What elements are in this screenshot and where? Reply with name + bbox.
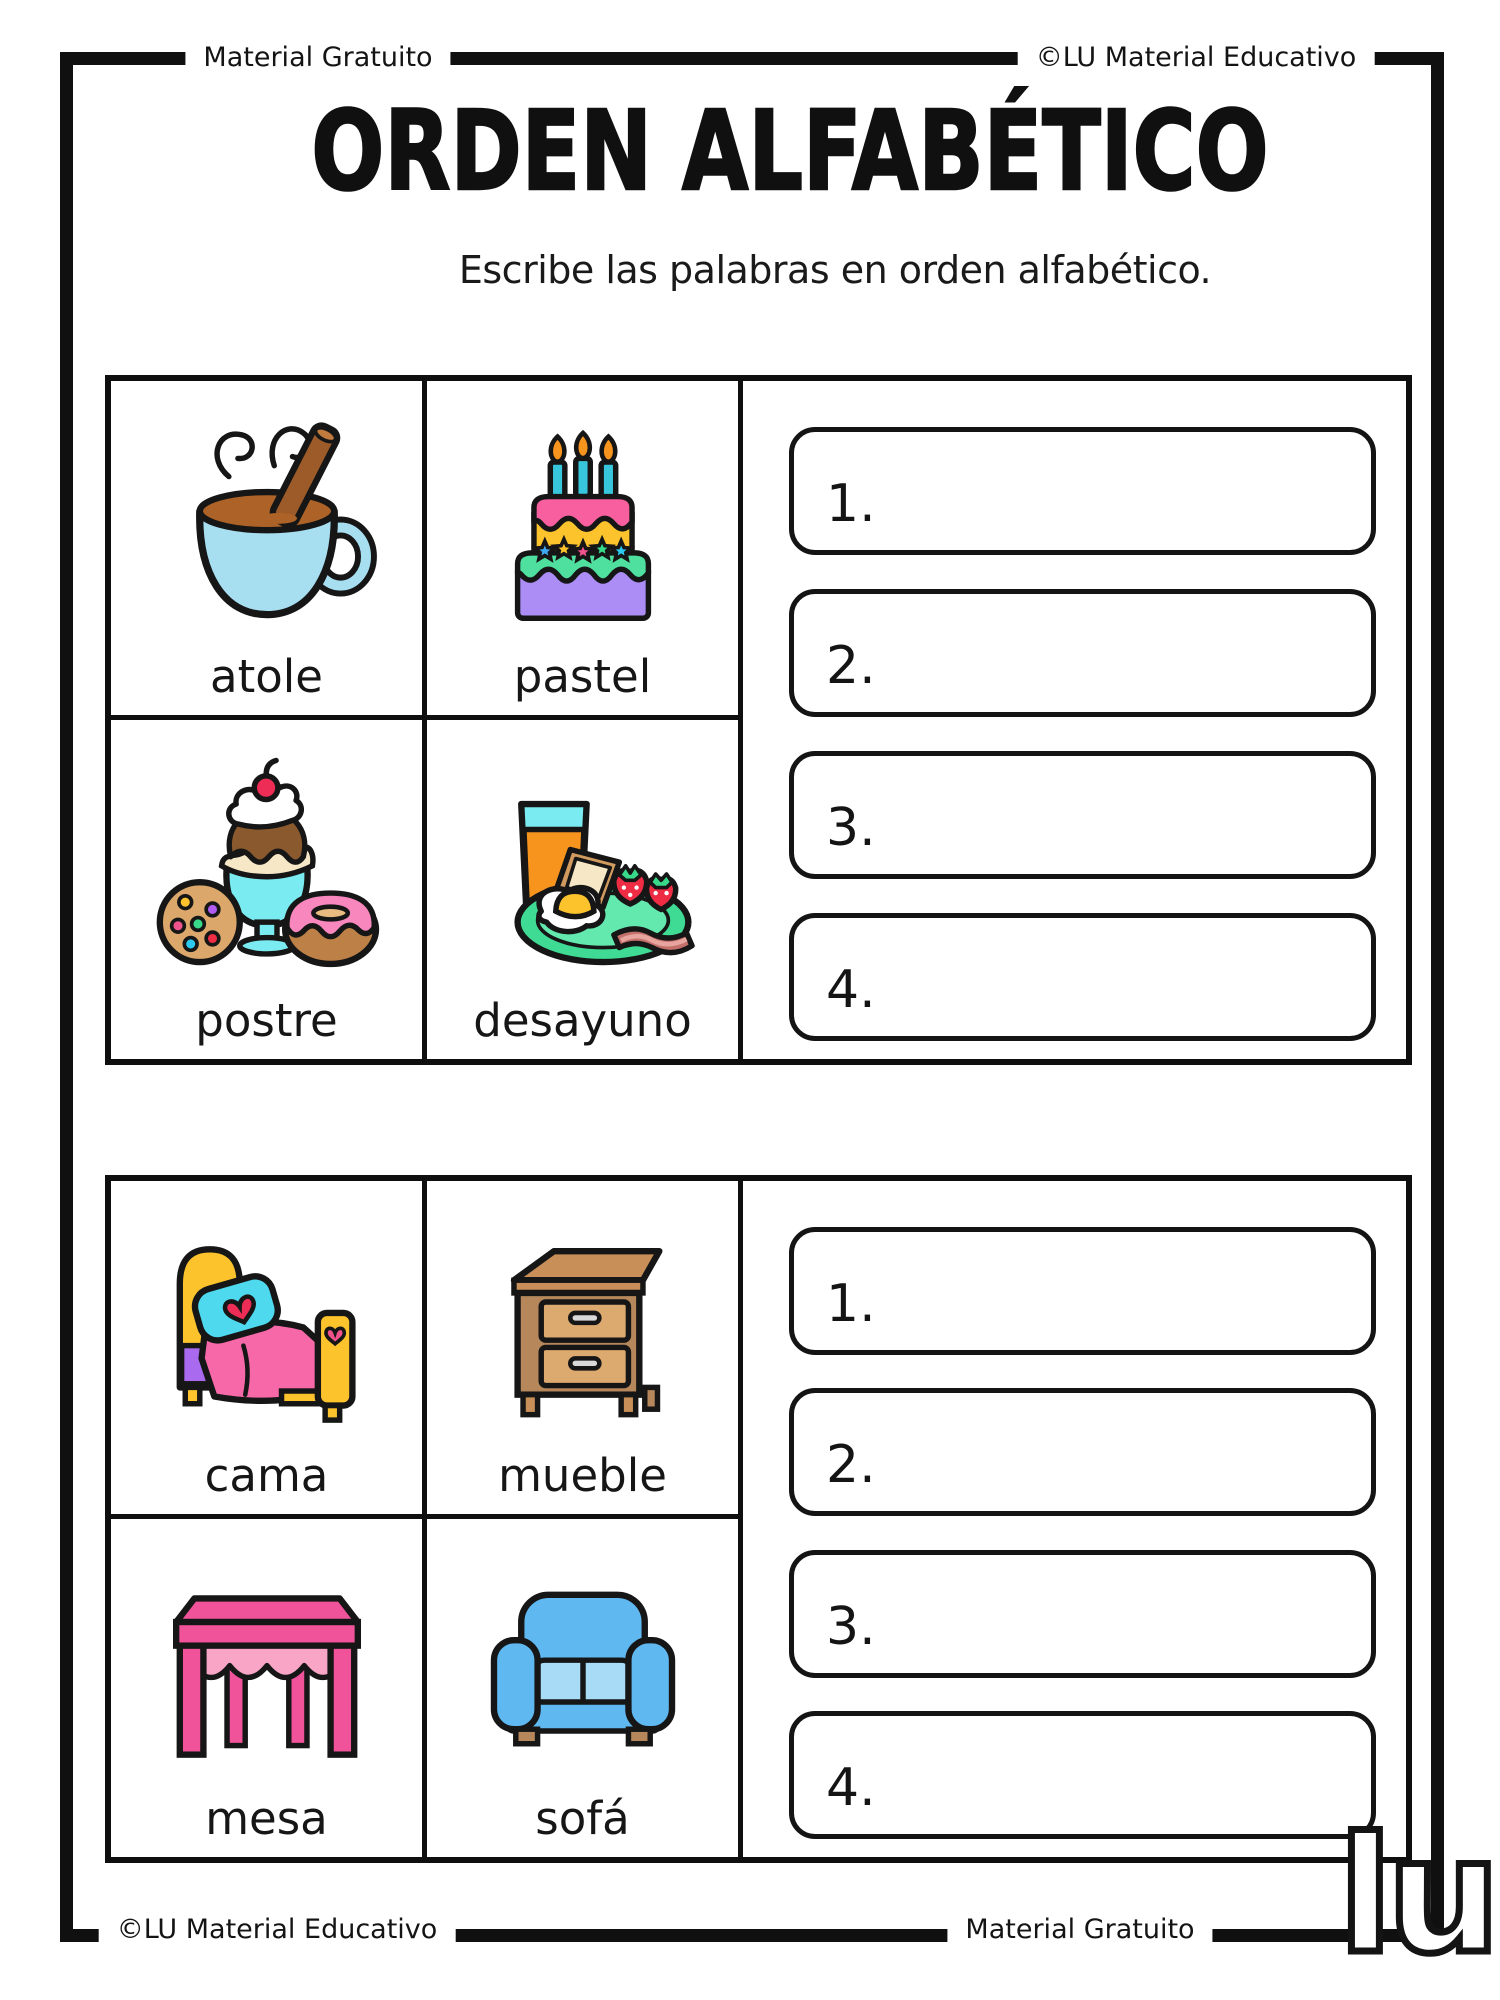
word-card-mesa bbox=[111, 1519, 427, 1857]
footer-label-left: ©LU Material Educativo bbox=[99, 1906, 456, 1954]
answer-line-2[interactable] bbox=[789, 1388, 1376, 1516]
header-label-right: ©LU Material Educativo bbox=[1018, 34, 1375, 82]
lu-logo: lu bbox=[1338, 1802, 1495, 1989]
answer-line-1[interactable] bbox=[789, 1227, 1376, 1355]
answer-line-2[interactable] bbox=[789, 589, 1376, 717]
table-icon bbox=[148, 1553, 386, 1771]
answer-line-3[interactable] bbox=[789, 751, 1376, 879]
dessert-sundae-icon bbox=[148, 755, 386, 973]
birthday-cake-icon bbox=[433, 393, 732, 652]
header-label-left: Material Gratuito bbox=[185, 34, 450, 82]
footer-label-right: Material Gratuito bbox=[947, 1906, 1212, 1954]
nightstand-icon bbox=[433, 1193, 732, 1451]
word-card-atole bbox=[111, 381, 427, 720]
word-card-cama bbox=[111, 1181, 427, 1519]
word-label: atole bbox=[210, 649, 323, 703]
word-label: mueble bbox=[498, 1448, 667, 1502]
bed-icon bbox=[117, 1193, 416, 1451]
answer-line-4[interactable] bbox=[789, 913, 1376, 1041]
word-label: desayuno bbox=[473, 993, 692, 1047]
word-card-sofa bbox=[427, 1519, 743, 1857]
answer-number: 3. bbox=[826, 1596, 876, 1657]
answer-line-3[interactable] bbox=[789, 1550, 1376, 1678]
answer-number: 2. bbox=[826, 636, 876, 696]
bed-icon bbox=[148, 1213, 386, 1431]
answer-number: 4. bbox=[826, 960, 876, 1020]
dessert-sundae-icon bbox=[117, 732, 416, 996]
answer-number: 3. bbox=[826, 798, 876, 858]
table-icon bbox=[117, 1531, 416, 1794]
word-card-postre bbox=[111, 720, 427, 1059]
word-card-desayuno bbox=[427, 720, 743, 1059]
answer-number: 1. bbox=[826, 1274, 876, 1334]
atole-hot-drink-icon bbox=[148, 413, 386, 631]
answer-number: 2. bbox=[826, 1435, 876, 1496]
sofa-icon bbox=[464, 1553, 702, 1771]
answer-number: 1. bbox=[826, 474, 876, 534]
instructions-text: Escribe las palabras en orden alfabético. bbox=[458, 248, 1212, 292]
word-label: mesa bbox=[205, 1791, 328, 1845]
answer-line-4[interactable] bbox=[789, 1711, 1376, 1839]
exercise-2-table bbox=[105, 1175, 1412, 1863]
word-label: postre bbox=[195, 993, 338, 1047]
word-label: sofá bbox=[535, 1791, 630, 1845]
answer-number: 4. bbox=[826, 1757, 876, 1818]
sofa-icon bbox=[433, 1531, 732, 1794]
breakfast-plate-icon bbox=[464, 755, 702, 973]
page-title: ORDEN ALFABÉTICO bbox=[311, 87, 1269, 215]
exercise-1-answers bbox=[743, 381, 1406, 1059]
atole-hot-drink-icon bbox=[117, 393, 416, 652]
breakfast-plate-icon bbox=[433, 732, 732, 996]
answer-line-1[interactable] bbox=[789, 427, 1376, 555]
word-card-mueble bbox=[427, 1181, 743, 1519]
exercise-1-table bbox=[105, 375, 1412, 1065]
birthday-cake-icon bbox=[464, 413, 702, 631]
word-label: pastel bbox=[513, 649, 652, 703]
word-card-pastel bbox=[427, 381, 743, 720]
exercise-2-answers bbox=[743, 1181, 1406, 1857]
nightstand-icon bbox=[464, 1213, 702, 1431]
word-label: cama bbox=[204, 1448, 329, 1502]
